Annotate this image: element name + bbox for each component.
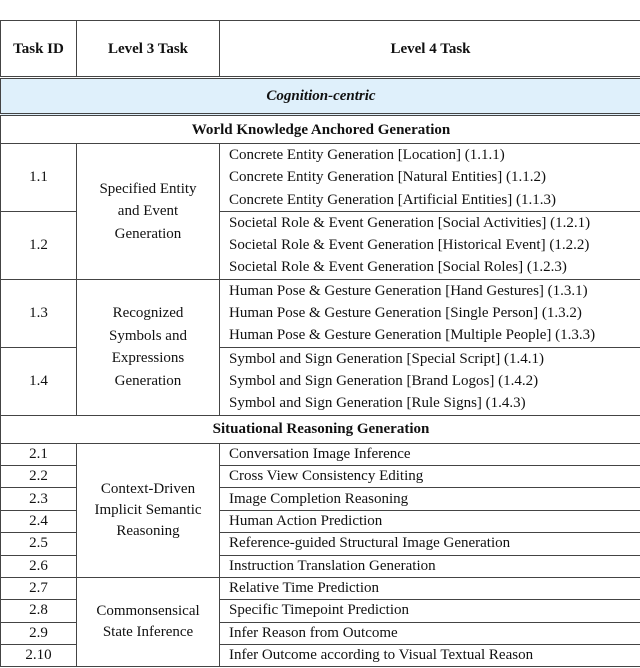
level3-line: Specified Entity (99, 180, 197, 197)
level4-task-item: Symbol and Sign Generation [Rule Signs] (1.4.3) (229, 395, 526, 412)
table-row (1, 279, 640, 347)
level3-line: Commonsensical (96, 603, 200, 620)
level3-line: Recognized (112, 305, 184, 322)
level4-task-cell: Infer Outcome according to Visual Textual Reason (220, 645, 640, 667)
level3-task-cell (77, 577, 220, 667)
level3-line: Generation (114, 372, 182, 389)
level3-line: Generation (114, 225, 182, 242)
level4-task-cell: Conversation Image Inference (220, 443, 640, 465)
task-id-cell: 2.1 (1, 443, 77, 465)
level3-task-cell (77, 443, 220, 577)
level4-task-cell: Reference-guided Structural Image Generation (220, 533, 640, 555)
task-taxonomy-table (0, 20, 640, 667)
level3-task-cell (77, 144, 220, 280)
level3-line: and Event (117, 203, 179, 220)
level4-task-item: Human Pose & Gesture Generation [Multiple People] (1.3.3) (229, 327, 596, 344)
level4-task-item: Societal Role & Event Generation [Historical Event] (1.2.2) (229, 237, 590, 254)
table-row (1, 443, 640, 465)
level4-task-cell: Image Completion Reasoning (220, 488, 640, 510)
task-id-cell: 1.3 (1, 279, 77, 347)
task-id-cell: 2.5 (1, 533, 77, 555)
section-header-row (1, 415, 640, 443)
level4-task-cell: Human Action Prediction (220, 510, 640, 532)
level3-line: Expressions (111, 350, 185, 367)
level3-task-cell (77, 279, 220, 415)
task-id-cell: 1.1 (1, 144, 77, 212)
level4-task-item: Concrete Entity Generation [Artificial Entities] (1.1.3) (229, 191, 556, 208)
level3-line: Implicit Semantic (94, 501, 202, 518)
level3-line: State Inference (102, 624, 194, 641)
level4-task-cell (220, 279, 640, 347)
level4-task-item: Concrete Entity Generation [Location] (1.1.1) (229, 147, 505, 163)
task-id-cell: 1.4 (1, 347, 77, 415)
level4-task-item: Symbol and Sign Generation [Special Script] (1.4.1) (229, 350, 544, 367)
level4-task-cell (220, 144, 640, 212)
section-header-row (1, 115, 640, 144)
level4-task-cell: Relative Time Prediction (220, 577, 640, 599)
table-row (1, 144, 640, 212)
task-id-cell: 2.4 (1, 510, 77, 532)
level4-task-cell: Infer Reason from Outcome (220, 622, 640, 644)
category-band: Cognition-centric (1, 78, 640, 115)
level3-line: Context-Driven (100, 480, 196, 497)
task-id-cell: 2.3 (1, 488, 77, 510)
level4-task-cell: Instruction Translation Generation (220, 555, 640, 577)
level4-task-item: Societal Role & Event Generation [Social Roles] (1.2.3) (229, 259, 567, 276)
level4-task-item: Human Pose & Gesture Generation [Single Person] (1.3.2) (229, 305, 582, 322)
level4-task-item: Societal Role & Event Generation [Social Activities] (1.2.1) (229, 214, 591, 231)
table-row (1, 577, 640, 599)
level3-line: Symbols and (109, 327, 187, 344)
task-id-cell: 2.8 (1, 600, 77, 622)
task-id-cell: 1.2 (1, 211, 77, 279)
header-level4-task: Level 4 Task (220, 21, 640, 78)
section-title: Situational Reasoning Generation (1, 415, 640, 443)
header-task-id: Task ID (1, 21, 77, 78)
section-title: World Knowledge Anchored Generation (1, 115, 640, 144)
task-id-cell: 2.10 (1, 645, 77, 667)
level4-task-cell: Specific Timepoint Prediction (220, 600, 640, 622)
level4-task-item: Human Pose & Gesture Generation [Hand Gestures] (1.3.1) (229, 282, 588, 299)
level4-task-item: Symbol and Sign Generation [Brand Logos] (1.4.2) (229, 372, 539, 389)
category-band-row (1, 78, 640, 115)
task-id-cell: 2.9 (1, 622, 77, 644)
level4-task-item: Concrete Entity Generation [Natural Entities] (1.1.2) (229, 169, 546, 186)
task-id-cell: 2.7 (1, 577, 77, 599)
header-row (1, 21, 640, 78)
level4-task-cell: Cross View Consistency Editing (220, 465, 640, 487)
level4-task-cell (220, 347, 640, 415)
level3-line: Reasoning (116, 522, 180, 539)
task-id-cell: 2.2 (1, 465, 77, 487)
header-level3-task: Level 3 Task (77, 21, 220, 78)
task-id-cell: 2.6 (1, 555, 77, 577)
level4-task-cell (220, 211, 640, 279)
